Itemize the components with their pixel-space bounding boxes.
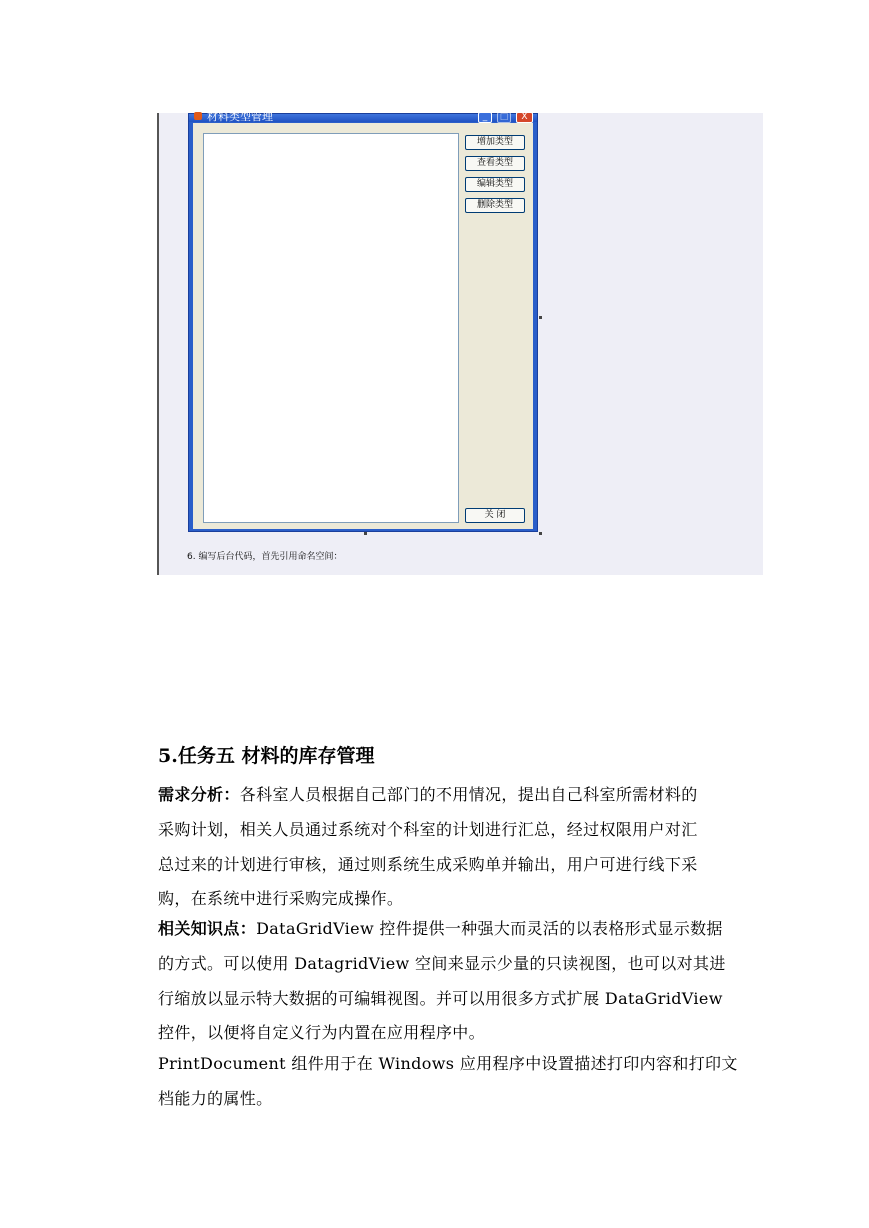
text-line: 购，在系统中进行采购完成操作。 — [158, 889, 404, 909]
resize-handle[interactable] — [539, 532, 542, 535]
edit-type-button[interactable]: 编辑类型 — [465, 177, 525, 192]
window-close-button[interactable]: X — [516, 112, 533, 123]
text-line — [158, 912, 738, 947]
text-line: 行缩放以显示特大数据的可编辑视图。并可以用很多方式扩展 DataGridView — [158, 988, 723, 1008]
screenshot-caption: 6. 编写后台代码，首先引用命名空间： — [187, 552, 343, 562]
material-type-window — [188, 110, 538, 532]
minimize-button[interactable]: _ — [478, 112, 492, 123]
close-button[interactable]: 关 闭 — [465, 508, 525, 523]
text-line: PrintDocument 组件用于在 Windows 应用程序中设置描述打印内容和打印文 — [158, 1054, 738, 1073]
text-line: 档能力的属性。 — [158, 1088, 273, 1108]
delete-type-button[interactable]: 删除类型 — [465, 198, 525, 213]
text-line: 的方式。可以使用 DatagridView 空间来显示少量的只读视图，也可以对其进 — [158, 953, 726, 973]
text-span: DataGridView 控件提供一种强大而灵活的以表格形式显示数据 — [256, 919, 723, 938]
text-line: 总过来的计划进行审核，通过则系统生成采购单并输出，用户可进行线下采 — [158, 854, 698, 874]
embedded-screenshot — [157, 110, 763, 575]
text-span: 各科室人员根据自己部门的不用情况，提出自己科室所需材料的 — [239, 785, 698, 804]
text-line: 采购计划，相关人员通过系统对个科室的计划进行汇总，经过权限用户对汇 — [158, 819, 698, 839]
view-type-button[interactable]: 查看类型 — [465, 156, 525, 171]
type-list-box[interactable] — [203, 133, 459, 523]
maximize-button[interactable]: □ — [497, 112, 511, 123]
text-line: 控件，以便将自定义行为内置在应用程序中。 — [158, 1023, 486, 1043]
resize-handle[interactable] — [364, 532, 367, 535]
text-line — [158, 778, 738, 813]
add-type-button[interactable]: 增加类型 — [465, 135, 525, 150]
window-client-area — [193, 123, 533, 529]
window-title: 材料类型管理 — [207, 110, 273, 123]
requirement-paragraph — [158, 778, 738, 917]
app-icon — [194, 112, 202, 120]
section-heading: 5.任务五 材料的库存管理 — [158, 745, 375, 767]
requirement-label: 需求分析： — [158, 785, 240, 804]
knowledge-label: 相关知识点： — [158, 919, 257, 938]
resize-handle[interactable] — [539, 316, 542, 319]
knowledge-paragraph — [158, 912, 738, 1051]
print-document-paragraph — [158, 1047, 738, 1117]
window-titlebar — [189, 110, 537, 123]
